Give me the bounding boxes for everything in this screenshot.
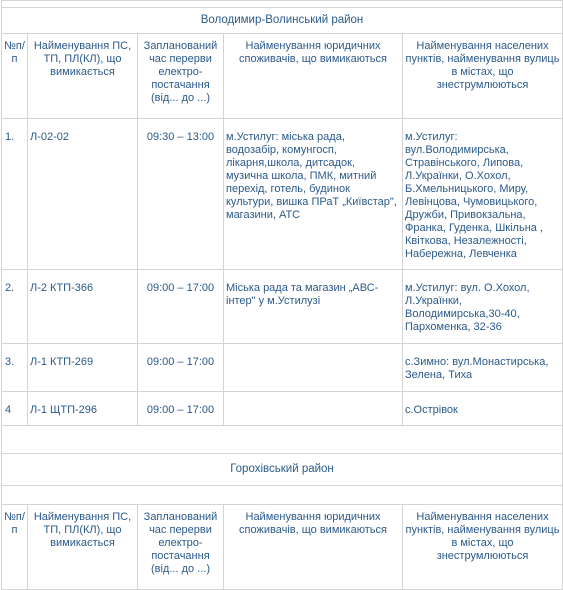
row-settlements: м.Устилуг: вул.Володимирська, Стравінського, Липова, Л.Українки, О.Хохол, Б.Хмельницького, Миру, Левінцова, Чумовицького, Дружби, Привокзальна, Франка, Гуденка, Шкільна , Квіткова, Незалежності, Набережна, Левченка <box>403 119 563 270</box>
row-settlements: м.Устилуг: вул. О.Хохол, Л.Українки, Володимирська,30-40, Пархоменка, 32-36 <box>403 270 563 344</box>
outage-schedule-table <box>1 0 563 590</box>
row-consumers <box>224 392 403 426</box>
table-header-row <box>2 505 563 590</box>
row-settlements: с.Зимно: вул.Монастирська, Зелена, Тиха <box>403 344 563 392</box>
header-settlements: Найменування населених пунктів, найменування вулиць в містах, що знеструмлюються <box>403 505 563 590</box>
header-num: №п/п <box>2 505 28 590</box>
row-time: 09:00 – 17:00 <box>138 392 224 426</box>
header-ps: Найменування ПС, ТП, ПЛ(КЛ), що вимикається <box>28 34 138 119</box>
row-num: 2. <box>2 270 28 344</box>
row-num: 3. <box>2 344 28 392</box>
row-time: 09:00 – 17:00 <box>138 344 224 392</box>
header-ps: Найменування ПС, ТП, ПЛ(КЛ), що вимикається <box>28 505 138 590</box>
header-settlements: Найменування населених пунктів, найменування вулиць в містах, що знеструмлюються <box>403 34 563 119</box>
header-consumers: Найменування юридичних споживачів, що вимикаються <box>224 505 403 590</box>
table-header-row <box>2 34 563 119</box>
region-title: Горохівський район <box>2 454 563 486</box>
row-consumers <box>224 344 403 392</box>
header-time: Запланований час перерви електро-постачання (від... до ...) <box>138 505 224 590</box>
row-num: 1. <box>2 119 28 270</box>
row-settlements: с.Острівок <box>403 392 563 426</box>
row-time: 09:00 – 17:00 <box>138 270 224 344</box>
table-row <box>2 392 563 426</box>
row-ps: Л-02-02 <box>28 119 138 270</box>
row-num: 4 <box>2 392 28 426</box>
row-ps: Л-1 ЩТП-296 <box>28 392 138 426</box>
table-row <box>2 270 563 344</box>
region-title: Володимир-Волинський район <box>2 8 563 34</box>
row-ps: Л-1 КТП-269 <box>28 344 138 392</box>
row-consumers: м.Устилуг: міська рада, водозабір, комунгосп, лікарня,школа, дитсадок, музична школа, ПМК, митний перехід, готель, будинок культури, вишка ПРаТ „Київстар", магазини, АТС <box>224 119 403 270</box>
row-time: 09:30 – 13:00 <box>138 119 224 270</box>
table-row <box>2 119 563 270</box>
header-time: Запланований час перерви електро-постачання (від... до ...) <box>138 34 224 119</box>
row-consumers: Міська рада та магазин „АВС-інтер" у м.Устилузі <box>224 270 403 344</box>
spacer-row <box>2 486 563 505</box>
header-consumers: Найменування юридичних споживачів, що вимикаються <box>224 34 403 119</box>
header-num: №п/п <box>2 34 28 119</box>
row-ps: Л-2 КТП-366 <box>28 270 138 344</box>
spacer-row <box>2 426 563 454</box>
table-row <box>2 344 563 392</box>
